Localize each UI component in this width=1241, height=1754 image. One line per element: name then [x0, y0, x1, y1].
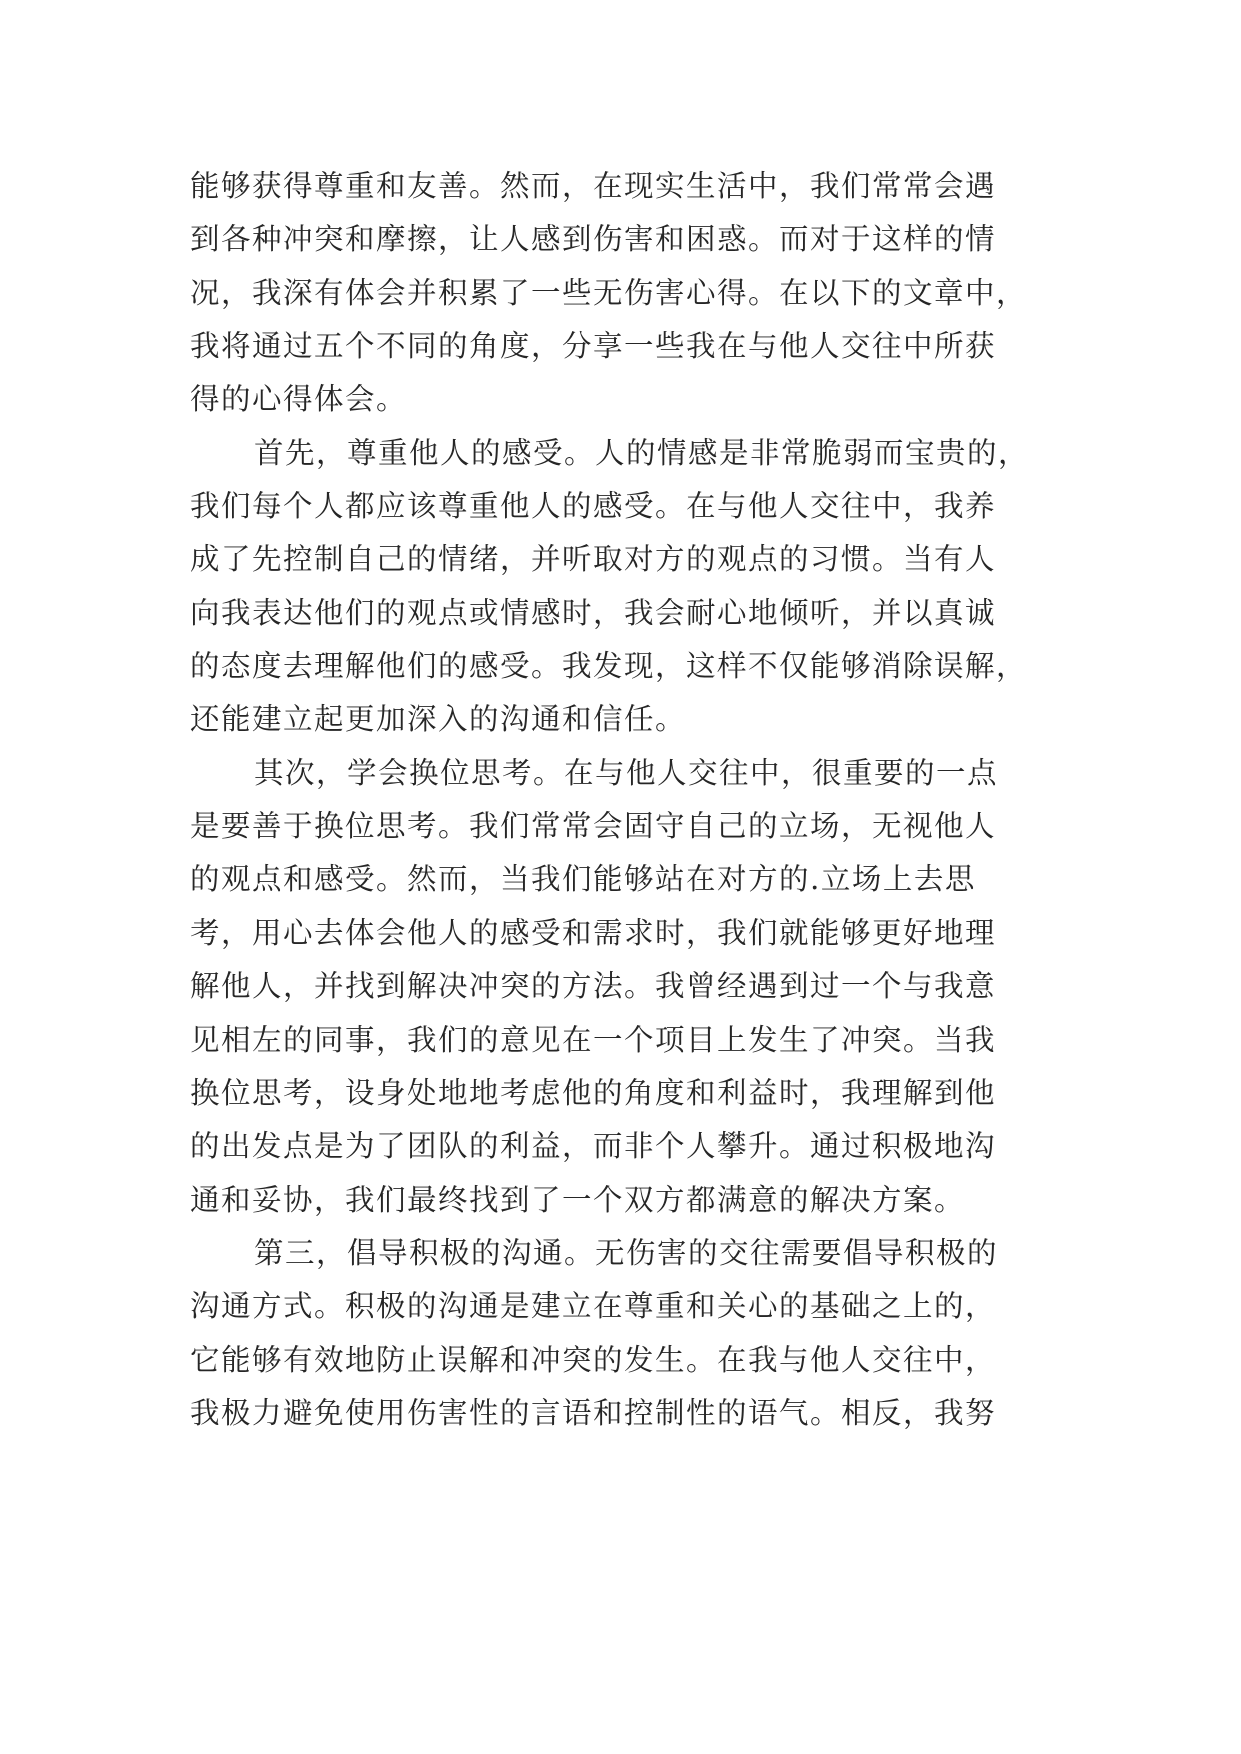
text-line: 见相左的同事，我们的意见在一个项目上发生了冲突。当我: [190, 1022, 997, 1057]
text-line: 的态度去理解他们的感受。我发现，这样不仅能够消除误解，: [190, 649, 1028, 684]
text-line: 我极力避免使用伤害性的言语和控制性的语气。相反，我努: [190, 1395, 997, 1430]
text-line: 到各种冲突和摩擦，让人感到伤害和困惑。而对于这样的情: [190, 222, 997, 257]
paragraph-first-line: 其次，学会换位思考。在与他人交往中，很重要的一点: [254, 755, 999, 790]
text-line: 我们每个人都应该尊重他人的感受。在与他人交往中，我养: [190, 489, 997, 524]
text-line: 它能够有效地防止误解和冲突的发生。在我与他人交往中，: [190, 1342, 997, 1377]
text-line: 通和妥协，我们最终找到了一个双方都满意的解决方案。: [190, 1182, 966, 1217]
text-line: 成了先控制自己的情绪，并听取对方的观点的习惯。当有人: [190, 542, 997, 577]
text-line: 的观点和感受。然而，当我们能够站在对方的.立场上去思: [190, 862, 976, 897]
text-line: 沟通方式。积极的沟通是建立在尊重和关心的基础之上的，: [190, 1289, 997, 1324]
paragraph-first-line: 第三，倡导积极的沟通。无伤害的交往需要倡导积极的: [254, 1235, 999, 1270]
text-line: 向我表达他们的观点或情感时，我会耐心地倾听，并以真诚: [190, 595, 997, 630]
text-line: 我将通过五个不同的角度，分享一些我在与他人交往中所获: [190, 329, 997, 364]
paragraph-first-line: 首先，尊重他人的感受。人的情感是非常脆弱而宝贵的，: [254, 435, 1030, 470]
document-body: [190, 160, 1060, 1440]
text-line: 还能建立起更加深入的沟通和信任。: [190, 702, 687, 737]
text-line: 是要善于换位思考。我们常常会固守自己的立场，无视他人: [190, 809, 997, 844]
text-line: 考，用心去体会他人的感受和需求时，我们就能够更好地理: [190, 915, 997, 950]
text-line: 况，我深有体会并积累了一些无伤害心得。在以下的文章中，: [190, 275, 1028, 310]
text-line: 解他人，并找到解决冲突的方法。我曾经遇到过一个与我意: [190, 969, 997, 1004]
text-line: 换位思考，设身处地地考虑他的角度和利益时，我理解到他: [190, 1075, 997, 1110]
text-line: 得的心得体会。: [190, 382, 408, 417]
text-line: 能够获得尊重和友善。然而，在现实生活中，我们常常会遇: [190, 169, 997, 203]
text-line: 的出发点是为了团队的利益，而非个人攀升。通过积极地沟: [190, 1129, 997, 1164]
